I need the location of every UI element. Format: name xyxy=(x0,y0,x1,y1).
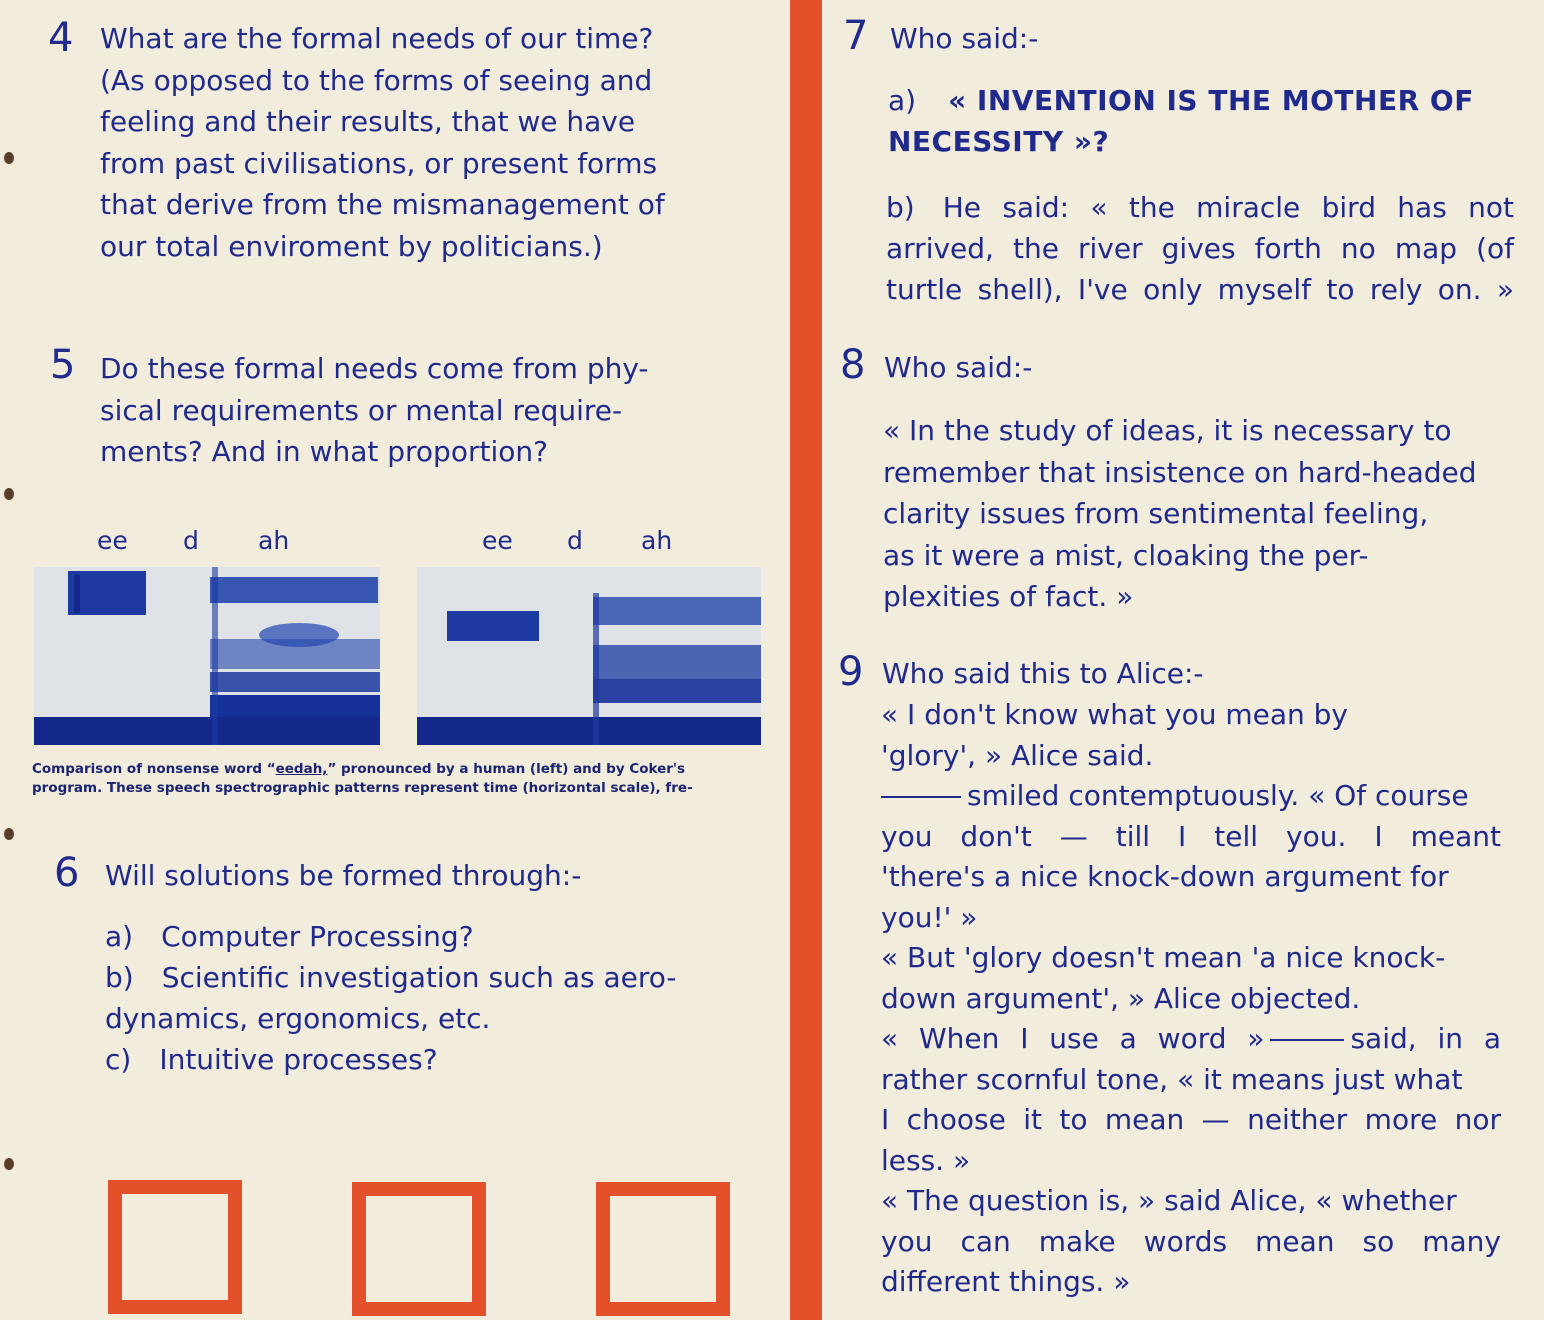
text-line: from past civilisations, or present forms xyxy=(100,146,658,180)
quote-line: NECESSITY »? xyxy=(888,125,1110,158)
text-line: you!' » xyxy=(881,900,978,934)
spectrogram-program xyxy=(417,567,761,745)
text-line: « In the study of ideas, it is necessary to xyxy=(883,414,1452,447)
question-8-quote xyxy=(883,410,1507,618)
phoneme-label: ah xyxy=(258,526,290,555)
text-segment: « When I use a word » xyxy=(881,1022,1265,1055)
text-line: « But 'glory doesn't mean 'a nice knock- xyxy=(881,941,1446,974)
question-4-text xyxy=(100,18,722,267)
spectrogram-human xyxy=(34,567,380,745)
answer-checkbox-2[interactable] xyxy=(352,1182,486,1316)
question-number-7: 7 xyxy=(843,13,869,59)
caption-text: Comparison of nonsense word “ xyxy=(32,761,276,777)
phoneme-label: ee xyxy=(482,526,513,555)
quote-line xyxy=(888,80,1516,121)
text-line: 'glory', » Alice said. xyxy=(881,738,1154,772)
phoneme-label: d xyxy=(567,526,583,555)
question-number-6: 6 xyxy=(54,850,80,896)
question-6-intro: Will solutions be formed through:- xyxy=(105,859,582,892)
text-line: « The question is, » said Alice, « whether xyxy=(881,1184,1457,1217)
question-5-text xyxy=(100,348,720,473)
answer-checkbox-3[interactable] xyxy=(596,1182,730,1316)
question-7-b xyxy=(886,187,1514,310)
option-label: a) xyxy=(888,84,917,117)
question-number-9: 9 xyxy=(838,649,864,695)
caption-word: eedah, xyxy=(275,761,328,777)
binder-hole xyxy=(4,488,14,500)
text-line: « I don't know what you mean by xyxy=(881,698,1348,731)
option-b: b) Scientific investigation such as aero- xyxy=(105,961,677,994)
question-6-options xyxy=(105,916,745,1080)
text-line xyxy=(881,776,1501,817)
binder-hole xyxy=(4,152,14,164)
text-line: sical requirements or mental require- xyxy=(100,393,623,427)
question-number-4: 4 xyxy=(48,15,74,61)
question-9-dialogue xyxy=(881,695,1501,1303)
text-segment: you don't xyxy=(881,819,1032,853)
question-number-5: 5 xyxy=(50,342,76,388)
text-line: b) He said: « the miracle bird has not xyxy=(886,191,1514,224)
text-line: you can make words mean so many xyxy=(881,1224,1501,1258)
answer-checkbox-1[interactable] xyxy=(108,1180,242,1314)
text-line xyxy=(881,1019,1501,1060)
text-line: feeling and their results, that we have xyxy=(100,105,636,138)
text-line: our total enviroment by politicians.) xyxy=(100,229,603,263)
caption-text: ” pronounced by a human (left) and by Coker's xyxy=(327,761,686,777)
binder-hole xyxy=(4,1158,14,1170)
caption-line-2: program. These speech spectrographic patterns represent time (horizontal scale), fre- xyxy=(32,780,693,796)
text-segment: said, in a xyxy=(1350,1022,1501,1055)
caption-line-1 xyxy=(32,760,767,779)
question-8-intro: Who said:- xyxy=(884,351,1033,384)
text-line: you don't — till I tell you. I meant xyxy=(881,819,1501,853)
text-line: down argument', » Alice objected. xyxy=(881,981,1361,1015)
text-line: What are the formal needs of our time? xyxy=(100,22,654,55)
question-7-intro: Who said:- xyxy=(890,22,1039,55)
text-line: I choose it to mean — neither more nor xyxy=(881,1103,1501,1136)
text-line: plexities of fact. » xyxy=(883,580,1134,613)
text-line: 'there's a nice knock-down argument for xyxy=(881,860,1449,893)
text-line: rather scornful tone, « it means just what xyxy=(881,1062,1463,1096)
text-segment: neither more nor xyxy=(1247,1103,1501,1136)
column-divider xyxy=(790,0,822,1320)
phoneme-label: ah xyxy=(641,526,673,555)
text-line: that derive from the mismanagement of xyxy=(100,188,665,221)
figure-caption xyxy=(32,760,767,798)
name-blank xyxy=(1270,1039,1344,1041)
question-number-8: 8 xyxy=(840,342,866,388)
text-segment: I choose it to mean xyxy=(881,1103,1185,1136)
binder-hole xyxy=(4,828,14,840)
quote-text: « INVENTION IS THE MOTHER OF xyxy=(948,84,1474,117)
text-line: different things. » xyxy=(881,1265,1131,1298)
text-line: turtle shell), I've only myself to rely on. » xyxy=(886,273,1514,306)
phoneme-label: d xyxy=(183,526,199,555)
text-line: (As opposed to the forms of seeing and xyxy=(100,63,653,97)
text-line: less. » xyxy=(881,1143,971,1177)
text-segment: smiled contemptuously. « Of course xyxy=(967,779,1469,812)
text-line: as it were a mist, cloaking the per- xyxy=(883,538,1369,572)
option-a: a) Computer Processing? xyxy=(105,920,474,953)
text-line: remember that insistence on hard-headed xyxy=(883,455,1477,489)
phoneme-label: ee xyxy=(97,526,128,555)
question-7-a xyxy=(888,80,1516,162)
name-blank xyxy=(881,796,961,798)
text-segment: till I tell you. I meant xyxy=(1115,819,1501,853)
text-line: ments? And in what proportion? xyxy=(100,435,548,468)
question-9-intro: Who said this to Alice:- xyxy=(882,657,1204,690)
option-c: c) Intuitive processes? xyxy=(105,1043,438,1076)
text-line: Do these formal needs come from phy- xyxy=(100,352,649,385)
text-line: clarity issues from sentimental feeling, xyxy=(883,497,1429,530)
option-b-cont: dynamics, ergonomics, etc. xyxy=(105,1002,491,1035)
text-line: arrived, the river gives forth no map (of xyxy=(886,232,1514,265)
